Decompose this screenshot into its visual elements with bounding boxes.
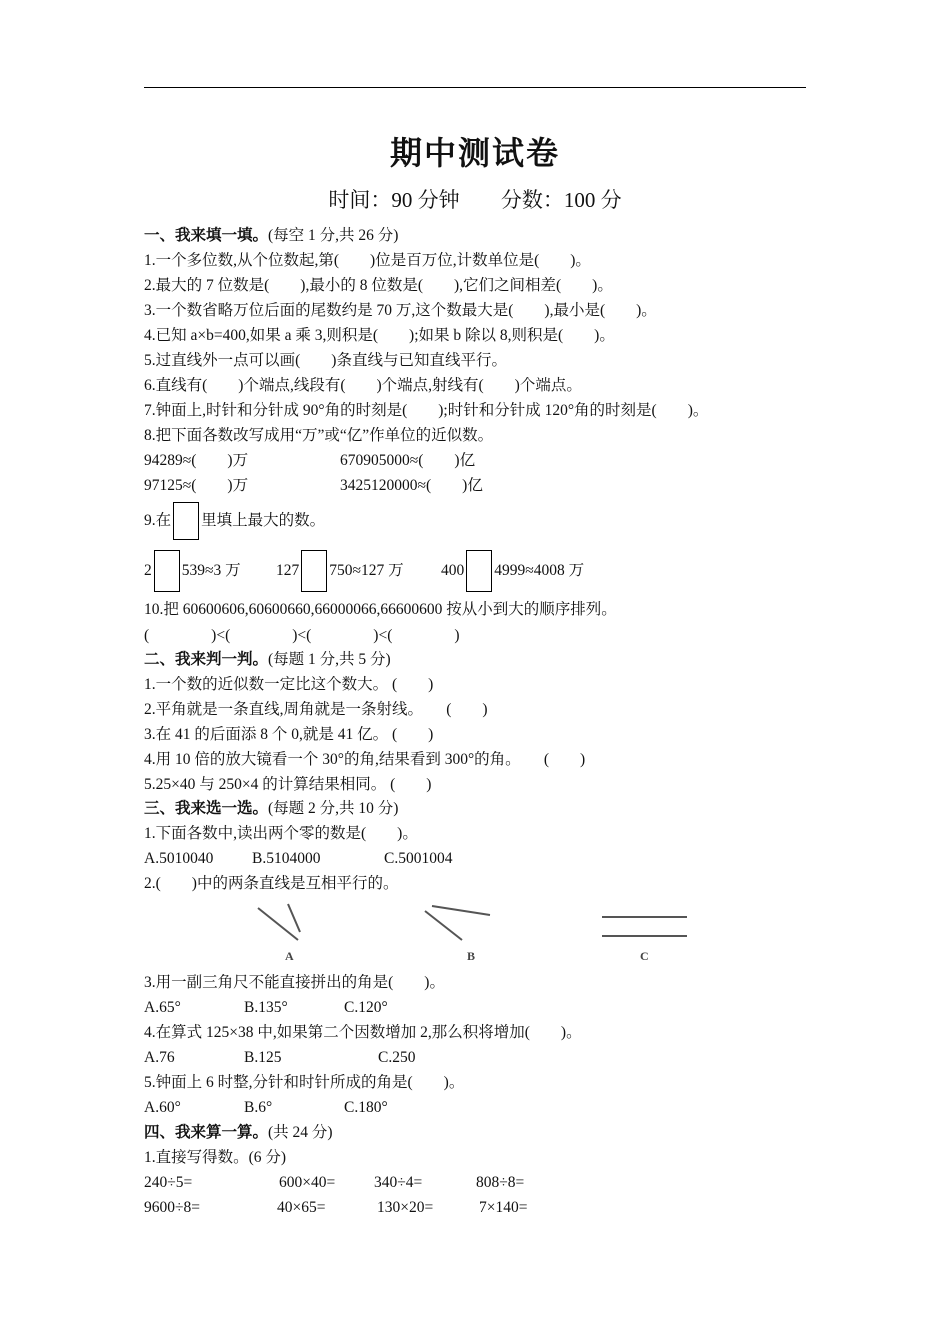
answer-box[interactable]: [301, 550, 327, 592]
q9-item-a: 2 539≈3 万: [144, 550, 241, 592]
option-a: A.5010040: [144, 850, 214, 867]
s1-question-10: 10.把 60600606,60600660,66000066,66600600 按从小到大的顺序排列。: [144, 601, 617, 618]
q9-item-c: 400 4999≈4008 万: [441, 550, 584, 592]
figure-label-c: C: [640, 949, 649, 963]
s1-question-1: 1.一个多位数,从个位数起,第( )位是百万位,计数单位是( )。: [144, 252, 591, 269]
s1-question-8: 8.把下面各数改写成用“万”或“亿”作单位的近似数。: [144, 427, 494, 444]
line-b2: [432, 906, 490, 915]
s2-question-4: 4.用 10 倍的放大镜看一个 30°的角,结果看到 300°的角。 ( ): [144, 751, 586, 768]
option-b: B.6°: [244, 1099, 273, 1116]
section-4-heading: 四、我来算一算。(共 24 分): [144, 1124, 333, 1141]
q8-item-d: 3425120000≈( )亿: [340, 477, 483, 494]
s3-question-4: 4.在算式 125×38 中,如果第二个因数增加 2,那么积将增加( )。: [144, 1024, 582, 1041]
line-a2: [288, 904, 300, 932]
option-a: A.76: [144, 1049, 175, 1066]
figure-label-a: A: [285, 949, 294, 963]
s1-question-6: 6.直线有( )个端点,线段有( )个端点,射线有( )个端点。: [144, 377, 582, 394]
calc-item: 600×40=: [279, 1174, 336, 1191]
calc-item: 9600÷8=: [144, 1199, 200, 1216]
s3-question-1: 1.下面各数中,读出两个零的数是( )。: [144, 825, 418, 842]
option-b: B.135°: [244, 999, 288, 1016]
option-c: C.180°: [344, 1099, 388, 1116]
answer-box[interactable]: [173, 502, 199, 540]
page-title: 期中测试卷: [389, 135, 560, 171]
calc-item: 240÷5=: [144, 1174, 193, 1191]
s2-question-5: 5.25×40 与 250×4 的计算结果相同。 ( ): [144, 776, 432, 793]
q8-item-b: 670905000≈( )亿: [340, 452, 476, 469]
total-score: 分数：100 分: [500, 188, 622, 212]
figure-option-a: [258, 904, 300, 963]
s1-q10-blanks: ( )<( )<( )<( ): [144, 627, 460, 644]
option-b: B.5104000: [252, 850, 321, 867]
s1-question-2: 2.最大的 7 位数是( ),最小的 8 位数是( ),它们之间相差( )。: [144, 277, 613, 294]
time-limit: 时间：90 分钟: [328, 188, 460, 212]
q9-item-b: 127 750≈127 万: [276, 550, 404, 592]
option-c: C.250: [378, 1049, 416, 1066]
option-c: C.120°: [344, 999, 388, 1016]
s1-question-5: 5.过直线外一点可以画( )条直线与已知直线平行。: [144, 352, 507, 369]
s1-question-9: 9.在 里填上最大的数。: [144, 502, 325, 540]
exam-info: [0, 184, 950, 214]
figure-label-b: B: [467, 949, 476, 963]
calc-item: 808÷8=: [476, 1174, 525, 1191]
calc-item: 7×140=: [479, 1199, 528, 1216]
s2-question-1: 1.一个数的近似数一定比这个数大。 ( ): [144, 676, 434, 693]
s3-question-3: 3.用一副三角尺不能直接拼出的角是( )。: [144, 974, 445, 991]
s1-question-7: 7.钟面上,时针和分针成 90°角的时刻是( );时针和分针成 120°角的时刻是( )。: [144, 402, 709, 419]
figure-option-c: [602, 917, 687, 963]
answer-box[interactable]: [466, 550, 492, 592]
s2-question-2: 2.平角就是一条直线,周角就是一条射线。 ( ): [144, 701, 488, 718]
answer-box[interactable]: [154, 550, 180, 592]
s1-question-3: 3.一个数省略万位后面的尾数约是 70 万,这个数最大是( ),最小是( )。: [144, 302, 657, 319]
option-a: A.60°: [144, 1099, 181, 1116]
q8-item-a: 94289≈( )万: [144, 452, 249, 469]
section-3-heading: 三、我来选一选。(每题 2 分,共 10 分): [144, 800, 399, 817]
line-b1: [425, 911, 462, 940]
s4-question-1: 1.直接写得数。(6 分): [144, 1149, 287, 1166]
calc-item: 130×20=: [377, 1199, 434, 1216]
option-c: C.5001004: [384, 850, 453, 867]
s1-question-4: 4.已知 a×b=400,如果 a 乘 3,则积是( );如果 b 除以 8,则积是( )。: [144, 327, 615, 344]
option-b: B.125: [244, 1049, 282, 1066]
section-2-heading: 二、我来判一判。(每题 1 分,共 5 分): [144, 651, 391, 668]
s3-question-2: 2.( )中的两条直线是互相平行的。: [144, 875, 399, 892]
parallel-lines-figure: [240, 898, 710, 968]
calc-item: 40×65=: [277, 1199, 326, 1216]
s3-question-5: 5.钟面上 6 时整,分针和时针所成的角是( )。: [144, 1074, 465, 1091]
s2-question-3: 3.在 41 的后面添 8 个 0,就是 41 亿。 ( ): [144, 726, 434, 743]
s1-q9-items: [144, 550, 644, 592]
figure-option-b: [425, 906, 490, 963]
section-1-heading: 一、我来填一填。(每空 1 分,共 26 分): [144, 227, 399, 244]
header-rule: [144, 87, 806, 88]
q8-item-c: 97125≈( )万: [144, 477, 249, 494]
calc-item: 340÷4=: [374, 1174, 423, 1191]
option-a: A.65°: [144, 999, 181, 1016]
